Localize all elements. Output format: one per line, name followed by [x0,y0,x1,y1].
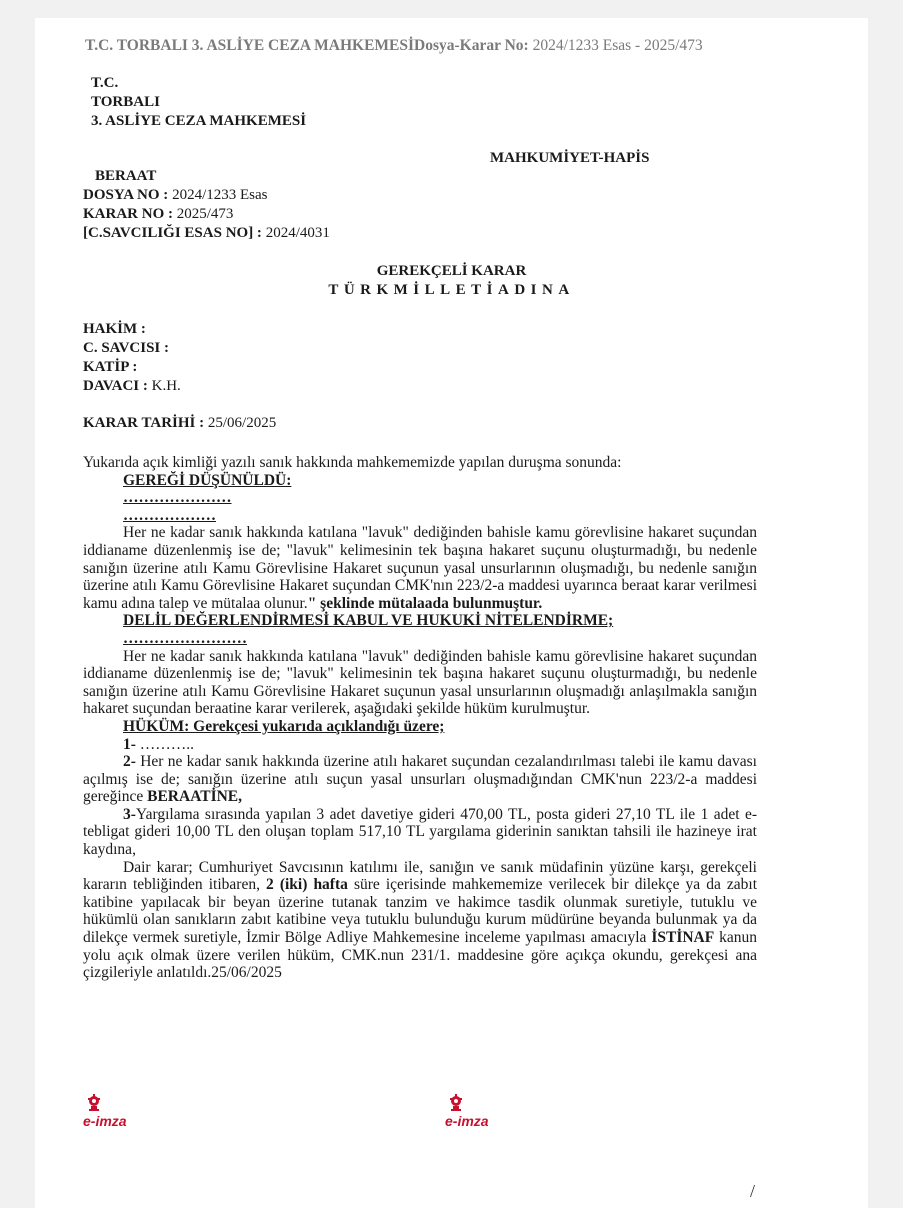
savcilik-value: 2024/4031 [265,225,330,241]
seal-icon [447,1093,465,1113]
document-body [83,454,757,982]
hakim-label: HAKİM : [83,321,146,337]
court-block [91,74,306,131]
court-line-3: 3. ASLİYE CEZA MAHKEMESİ [91,113,307,129]
paragraph-mutalaa-text: Her ne kadar sanık hakkında katılana "lavuk" dediğinden bahisle kamu görevlisine hakaret suçundan iddianame düzenlenmiş ise de; "lavuk" kelimesinin tek başına hakaret suçunu oluşturmadığı, bu nedenle sanığın üzerine atılı Kamu Görevlisine Hakaret suçunun yasal unsurlarının oluşmadığı, bu nedenle sanığın üzerine atılı Kamu Görevlisine Hakaret suçundan CMK'nın 223/2-a maddesi uyarınca beraat karar verilmesi kamu adına talep ve mütalaa olunur. [83,524,757,612]
paragraph-mutalaa-bold: " şeklinde mütalaada bulunmuştur. [307,594,543,612]
dots-line-2: ……………… [123,506,216,524]
final-bold-istinaf: İSTİNAF [651,929,715,947]
beraat-label: BERAAT [95,168,157,184]
davaci-value: K.H. [151,378,181,394]
karar-tarihi-label: KARAR TARİHİ : [83,415,205,431]
karar-value: 2025/473 [176,206,234,222]
karar-label: KARAR NO : [83,206,173,222]
paragraph-delil: Her ne kadar sanık hakkında katılana "lavuk" dediğinden bahisle kamu görevlisine hakaret suçundan iddianame düzenlenmiş ise de; "lavuk" kelimesinin tek başına hakaret suçunu oluşturmadığı, bu nedenle sanığın üzerine atılı Kamu Görevlisine Hakaret suçunun yasal unsurlarının oluşmadığı anlaşılmakla sanığın hakaret suçundan beraatine karar verilerek, aşağıdaki şekilde hüküm kurulmuştur. [83,647,757,718]
e-imza-label-1: e-imza [83,1113,127,1129]
court-line-2: TORBALI [91,94,160,110]
header-court: T.C. TORBALI 3. ASLİYE CEZA MAHKEMESİ [85,37,415,54]
final-text-c: kanun yolu açık olmak üzere verilen hüküm, CMK.nun 231/1. maddesine göre açıkça okundu, gerekçesi ana çizgileriyle anlatıldı.25/06/2025 [83,929,757,982]
hukum-item-2 [83,753,757,806]
heading-hukum: HÜKÜM: Gerekçesi yukarıda açıklandığı üzere; [123,717,445,735]
savci-label: C. SAVCISI : [83,340,170,356]
final-bold-duration: 2 (iki) hafta [266,876,348,894]
e-signature-1 [83,1093,143,1129]
paragraph-mutalaa [83,524,757,612]
item3-text: Yargılama sırasında yapılan 3 adet davetiye gideri 470,00 TL, posta gideri 27,10 TL ile 1 adet e-tebligat gideri 10,00 TL den oluşan toplam 517,10 TL yargılama giderinin sanıktan tahsili ile hazineye irat kaydına, [83,805,757,859]
running-header [85,37,703,55]
court-line-1: T.C. [91,75,119,91]
savcilik-label: [C.SAVCILIĞI ESAS NO] : [83,225,262,241]
final-text-b: süre içerisinde mahkememize verilecek bir dilekçe ya da zabıt katibine yapılacak bir beyan üzerine tutanak tanzim ve hakimce tasdik olunmak suretiyle, tutuklu ve hükümlü olan sanıkların zabıt katibine veya tutuklu bulunduğu kurum müdürüne beyanda bulunmak ya da dilekçe vermek suretiyle, İzmir Bölge Adliye Mahkemesine inceleme yapılması amacıyla [83,876,758,947]
dosya-value: 2024/1233 Esas [172,187,268,203]
e-imza-label-2: e-imza [445,1113,489,1129]
dosya-label: DOSYA NO : [83,187,169,203]
header-file-label: Dosya-Karar No: [414,37,529,54]
item1-number: 1- [123,735,136,753]
persons-block [83,320,181,396]
item3-number: 3- [123,805,136,823]
intro-paragraph: Yukarıda açık kimliği yazılı sanık hakkında mahkememizde yapılan duruşma sonunda: [83,454,622,471]
document-title: GEREKÇELİ KARAR [376,263,527,279]
heading-geregi: GEREĞİ DÜŞÜNÜLDÜ: [123,471,292,489]
katip-label: KATİP : [83,359,138,375]
hukum-item-3 [83,806,757,859]
heading-delil: DELİL DEĞERLENDİRMESİ KABUL VE HUKUKİ NİTELENDİRME; [123,612,614,630]
dots-line-1: ………………… [123,489,232,507]
seal-icon [85,1093,103,1113]
karar-tarihi-value: 25/06/2025 [207,415,277,431]
document-subtitle: TÜRKMİLLETİADINA [328,282,575,298]
verdict-type: MAHKUMİYET-HAPİS [490,150,650,166]
davaci-label: DAVACI : [83,378,148,394]
header-file-value: 2024/1233 Esas - 2025/473 [532,37,703,54]
karar-tarihi [83,415,276,432]
hukum-item-1 [83,736,757,754]
dots-line-3: …………………… [123,629,247,647]
item2-bold: BERAATİNE, [147,788,243,806]
page-edge-mark: / [750,1181,756,1201]
item2-text: Her ne kadar sanık hakkında üzerine atılı hakaret suçundan cezalandırılması talebi ile kamu davası açılmış ise de; sanığın üzerine atılı suçun yasal unsurları oluşmadığından CMK'nun 223/2-a maddesi gereğince [83,753,757,806]
final-paragraph [83,859,757,982]
file-info [83,186,330,243]
e-signature-2 [445,1093,505,1129]
item2-number: 2- [123,753,136,771]
final-text-a: Dair karar; Cumhuriyet Savcısının katılımı ile, sanığın ve sanık müdafinin yüzüne karşı, gerekçeli kararın tebliğinden itibaren, [83,858,757,894]
document-page [35,18,868,1208]
item1-text: ……….. [135,735,195,753]
